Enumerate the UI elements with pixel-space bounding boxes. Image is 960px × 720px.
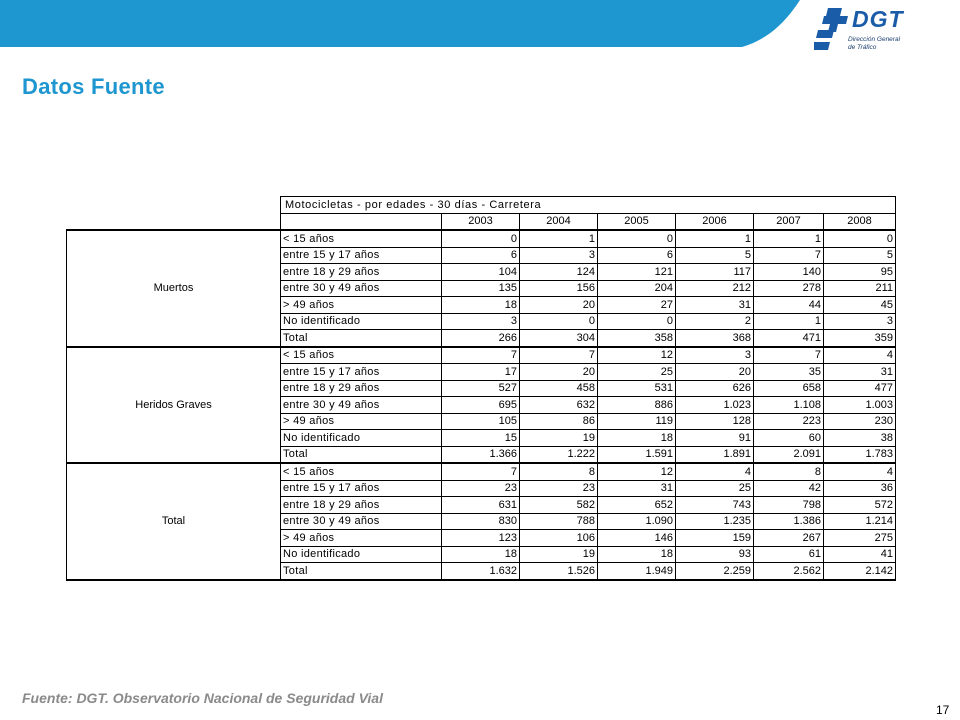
value-cell: 1.949: [598, 563, 676, 580]
value-cell: 1.526: [520, 563, 598, 580]
value-cell: 19: [520, 430, 598, 447]
value-cell: 4: [676, 463, 754, 480]
value-cell: 31: [598, 480, 676, 497]
value-cell: 146: [598, 530, 676, 547]
value-cell: 23: [442, 480, 520, 497]
value-cell: 20: [520, 297, 598, 314]
row-label: entre 30 y 49 años: [281, 397, 442, 414]
header-corner-cell: [281, 213, 442, 230]
year-header: 2004: [520, 213, 598, 230]
value-cell: 93: [676, 546, 754, 563]
value-cell: 1: [754, 313, 824, 330]
row-label: entre 18 y 29 años: [281, 380, 442, 397]
value-cell: 1.591: [598, 446, 676, 463]
dgt-logo: [814, 6, 954, 60]
value-cell: 35: [754, 364, 824, 381]
value-cell: 2: [676, 313, 754, 330]
value-cell: 105: [442, 413, 520, 430]
value-cell: 3: [442, 313, 520, 330]
value-cell: 23: [520, 480, 598, 497]
value-cell: 304: [520, 330, 598, 347]
value-cell: 1: [676, 230, 754, 247]
table-row: [67, 230, 896, 247]
value-cell: 788: [520, 513, 598, 530]
value-cell: 1.235: [676, 513, 754, 530]
value-cell: 119: [598, 413, 676, 430]
banner-shape: [0, 0, 800, 47]
value-cell: 6: [442, 247, 520, 264]
value-cell: 3: [520, 247, 598, 264]
value-cell: 25: [676, 480, 754, 497]
value-cell: 45: [824, 297, 896, 314]
value-cell: 0: [598, 230, 676, 247]
value-cell: 159: [676, 530, 754, 547]
value-cell: 36: [824, 480, 896, 497]
group-label: Heridos Graves: [67, 347, 281, 464]
value-cell: 1.366: [442, 446, 520, 463]
year-header-row: [67, 213, 896, 230]
value-cell: 230: [824, 413, 896, 430]
value-cell: 2.562: [754, 563, 824, 580]
value-cell: 7: [442, 347, 520, 364]
value-cell: 1.783: [824, 446, 896, 463]
value-cell: 5: [676, 247, 754, 264]
value-cell: 12: [598, 463, 676, 480]
value-cell: 60: [754, 430, 824, 447]
spacer-cell: [67, 213, 281, 230]
value-cell: 8: [754, 463, 824, 480]
value-cell: 86: [520, 413, 598, 430]
value-cell: 582: [520, 497, 598, 514]
year-header: 2003: [442, 213, 520, 230]
value-cell: 19: [520, 546, 598, 563]
value-cell: 527: [442, 380, 520, 397]
value-cell: 41: [824, 546, 896, 563]
value-cell: 798: [754, 497, 824, 514]
value-cell: 658: [754, 380, 824, 397]
value-cell: 18: [442, 297, 520, 314]
table-row: [67, 463, 896, 480]
table-caption: Motocicletas - por edades - 30 días - Carretera: [281, 197, 896, 214]
value-cell: 204: [598, 280, 676, 297]
value-cell: 2.091: [754, 446, 824, 463]
row-label: entre 15 y 17 años: [281, 247, 442, 264]
value-cell: 44: [754, 297, 824, 314]
value-cell: 0: [520, 313, 598, 330]
data-table: [66, 196, 896, 581]
value-cell: 17: [442, 364, 520, 381]
value-cell: 91: [676, 430, 754, 447]
source-note: Fuente: DGT. Observatorio Nacional de Seguridad Vial: [22, 690, 383, 706]
value-cell: 8: [520, 463, 598, 480]
value-cell: 1.222: [520, 446, 598, 463]
value-cell: 31: [824, 364, 896, 381]
value-cell: 358: [598, 330, 676, 347]
logo-text: DGT: [852, 6, 904, 32]
row-label: No identificado: [281, 430, 442, 447]
value-cell: 0: [598, 313, 676, 330]
value-cell: 886: [598, 397, 676, 414]
value-cell: 267: [754, 530, 824, 547]
row-label: > 49 años: [281, 297, 442, 314]
value-cell: 3: [676, 347, 754, 364]
value-cell: 1.891: [676, 446, 754, 463]
value-cell: 38: [824, 430, 896, 447]
row-label: entre 18 y 29 años: [281, 497, 442, 514]
value-cell: 1.090: [598, 513, 676, 530]
value-cell: 1.003: [824, 397, 896, 414]
value-cell: 211: [824, 280, 896, 297]
logo-subtitle-line-1: Dirección General: [848, 36, 901, 43]
value-cell: 652: [598, 497, 676, 514]
logo-subtitle-line-2: de Tráfico: [848, 44, 877, 51]
value-cell: 27: [598, 297, 676, 314]
value-cell: 830: [442, 513, 520, 530]
row-label: > 49 años: [281, 530, 442, 547]
value-cell: 42: [754, 480, 824, 497]
group-label: Muertos: [67, 230, 281, 347]
value-cell: 135: [442, 280, 520, 297]
value-cell: 1.214: [824, 513, 896, 530]
dgt-emblem-icon: [814, 8, 850, 52]
value-cell: 2.259: [676, 563, 754, 580]
value-cell: 266: [442, 330, 520, 347]
caption-row: [67, 197, 896, 214]
spacer-cell: [67, 197, 281, 214]
year-header: 2006: [676, 213, 754, 230]
row-label: < 15 años: [281, 230, 442, 247]
value-cell: 128: [676, 413, 754, 430]
value-cell: 5: [824, 247, 896, 264]
value-cell: 7: [754, 247, 824, 264]
value-cell: 18: [598, 546, 676, 563]
value-cell: 61: [754, 546, 824, 563]
row-label: No identificado: [281, 546, 442, 563]
value-cell: 31: [676, 297, 754, 314]
value-cell: 695: [442, 397, 520, 414]
value-cell: 20: [520, 364, 598, 381]
value-cell: 18: [442, 546, 520, 563]
value-cell: 0: [824, 230, 896, 247]
year-header: 2005: [598, 213, 676, 230]
value-cell: 572: [824, 497, 896, 514]
value-cell: 631: [442, 497, 520, 514]
value-cell: 531: [598, 380, 676, 397]
logo-subtitle: [848, 36, 938, 52]
value-cell: 458: [520, 380, 598, 397]
row-label: No identificado: [281, 313, 442, 330]
value-cell: 278: [754, 280, 824, 297]
row-label: > 49 años: [281, 413, 442, 430]
row-label: entre 30 y 49 años: [281, 513, 442, 530]
row-label: Total: [281, 446, 442, 463]
value-cell: 4: [824, 347, 896, 364]
group-label: Total: [67, 463, 281, 580]
row-label: entre 15 y 17 años: [281, 364, 442, 381]
value-cell: 156: [520, 280, 598, 297]
value-cell: 275: [824, 530, 896, 547]
value-cell: 12: [598, 347, 676, 364]
value-cell: 95: [824, 264, 896, 281]
row-label: < 15 años: [281, 463, 442, 480]
page-title: Datos Fuente: [22, 74, 165, 99]
year-header: 2008: [824, 213, 896, 230]
value-cell: 7: [520, 347, 598, 364]
value-cell: 117: [676, 264, 754, 281]
value-cell: 124: [520, 264, 598, 281]
row-label: Total: [281, 330, 442, 347]
value-cell: 18: [598, 430, 676, 447]
value-cell: 104: [442, 264, 520, 281]
value-cell: 20: [676, 364, 754, 381]
value-cell: 359: [824, 330, 896, 347]
value-cell: 1: [754, 230, 824, 247]
value-cell: 368: [676, 330, 754, 347]
value-cell: 471: [754, 330, 824, 347]
value-cell: 743: [676, 497, 754, 514]
value-cell: 123: [442, 530, 520, 547]
value-cell: 4: [824, 463, 896, 480]
value-cell: 632: [520, 397, 598, 414]
value-cell: 1: [520, 230, 598, 247]
row-label: entre 15 y 17 años: [281, 480, 442, 497]
value-cell: 106: [520, 530, 598, 547]
value-cell: 15: [442, 430, 520, 447]
row-label: Total: [281, 563, 442, 580]
value-cell: 140: [754, 264, 824, 281]
value-cell: 25: [598, 364, 676, 381]
value-cell: 223: [754, 413, 824, 430]
value-cell: 2.142: [824, 563, 896, 580]
value-cell: 0: [442, 230, 520, 247]
row-label: entre 30 y 49 años: [281, 280, 442, 297]
value-cell: 121: [598, 264, 676, 281]
value-cell: 7: [442, 463, 520, 480]
value-cell: 477: [824, 380, 896, 397]
table-row: [67, 347, 896, 364]
value-cell: 1.108: [754, 397, 824, 414]
year-header: 2007: [754, 213, 824, 230]
page-number: 17: [936, 703, 950, 717]
value-cell: 1.023: [676, 397, 754, 414]
value-cell: 212: [676, 280, 754, 297]
value-cell: 7: [754, 347, 824, 364]
row-label: < 15 años: [281, 347, 442, 364]
row-label: entre 18 y 29 años: [281, 264, 442, 281]
value-cell: 6: [598, 247, 676, 264]
value-cell: 1.386: [754, 513, 824, 530]
value-cell: 3: [824, 313, 896, 330]
value-cell: 626: [676, 380, 754, 397]
value-cell: 1.632: [442, 563, 520, 580]
